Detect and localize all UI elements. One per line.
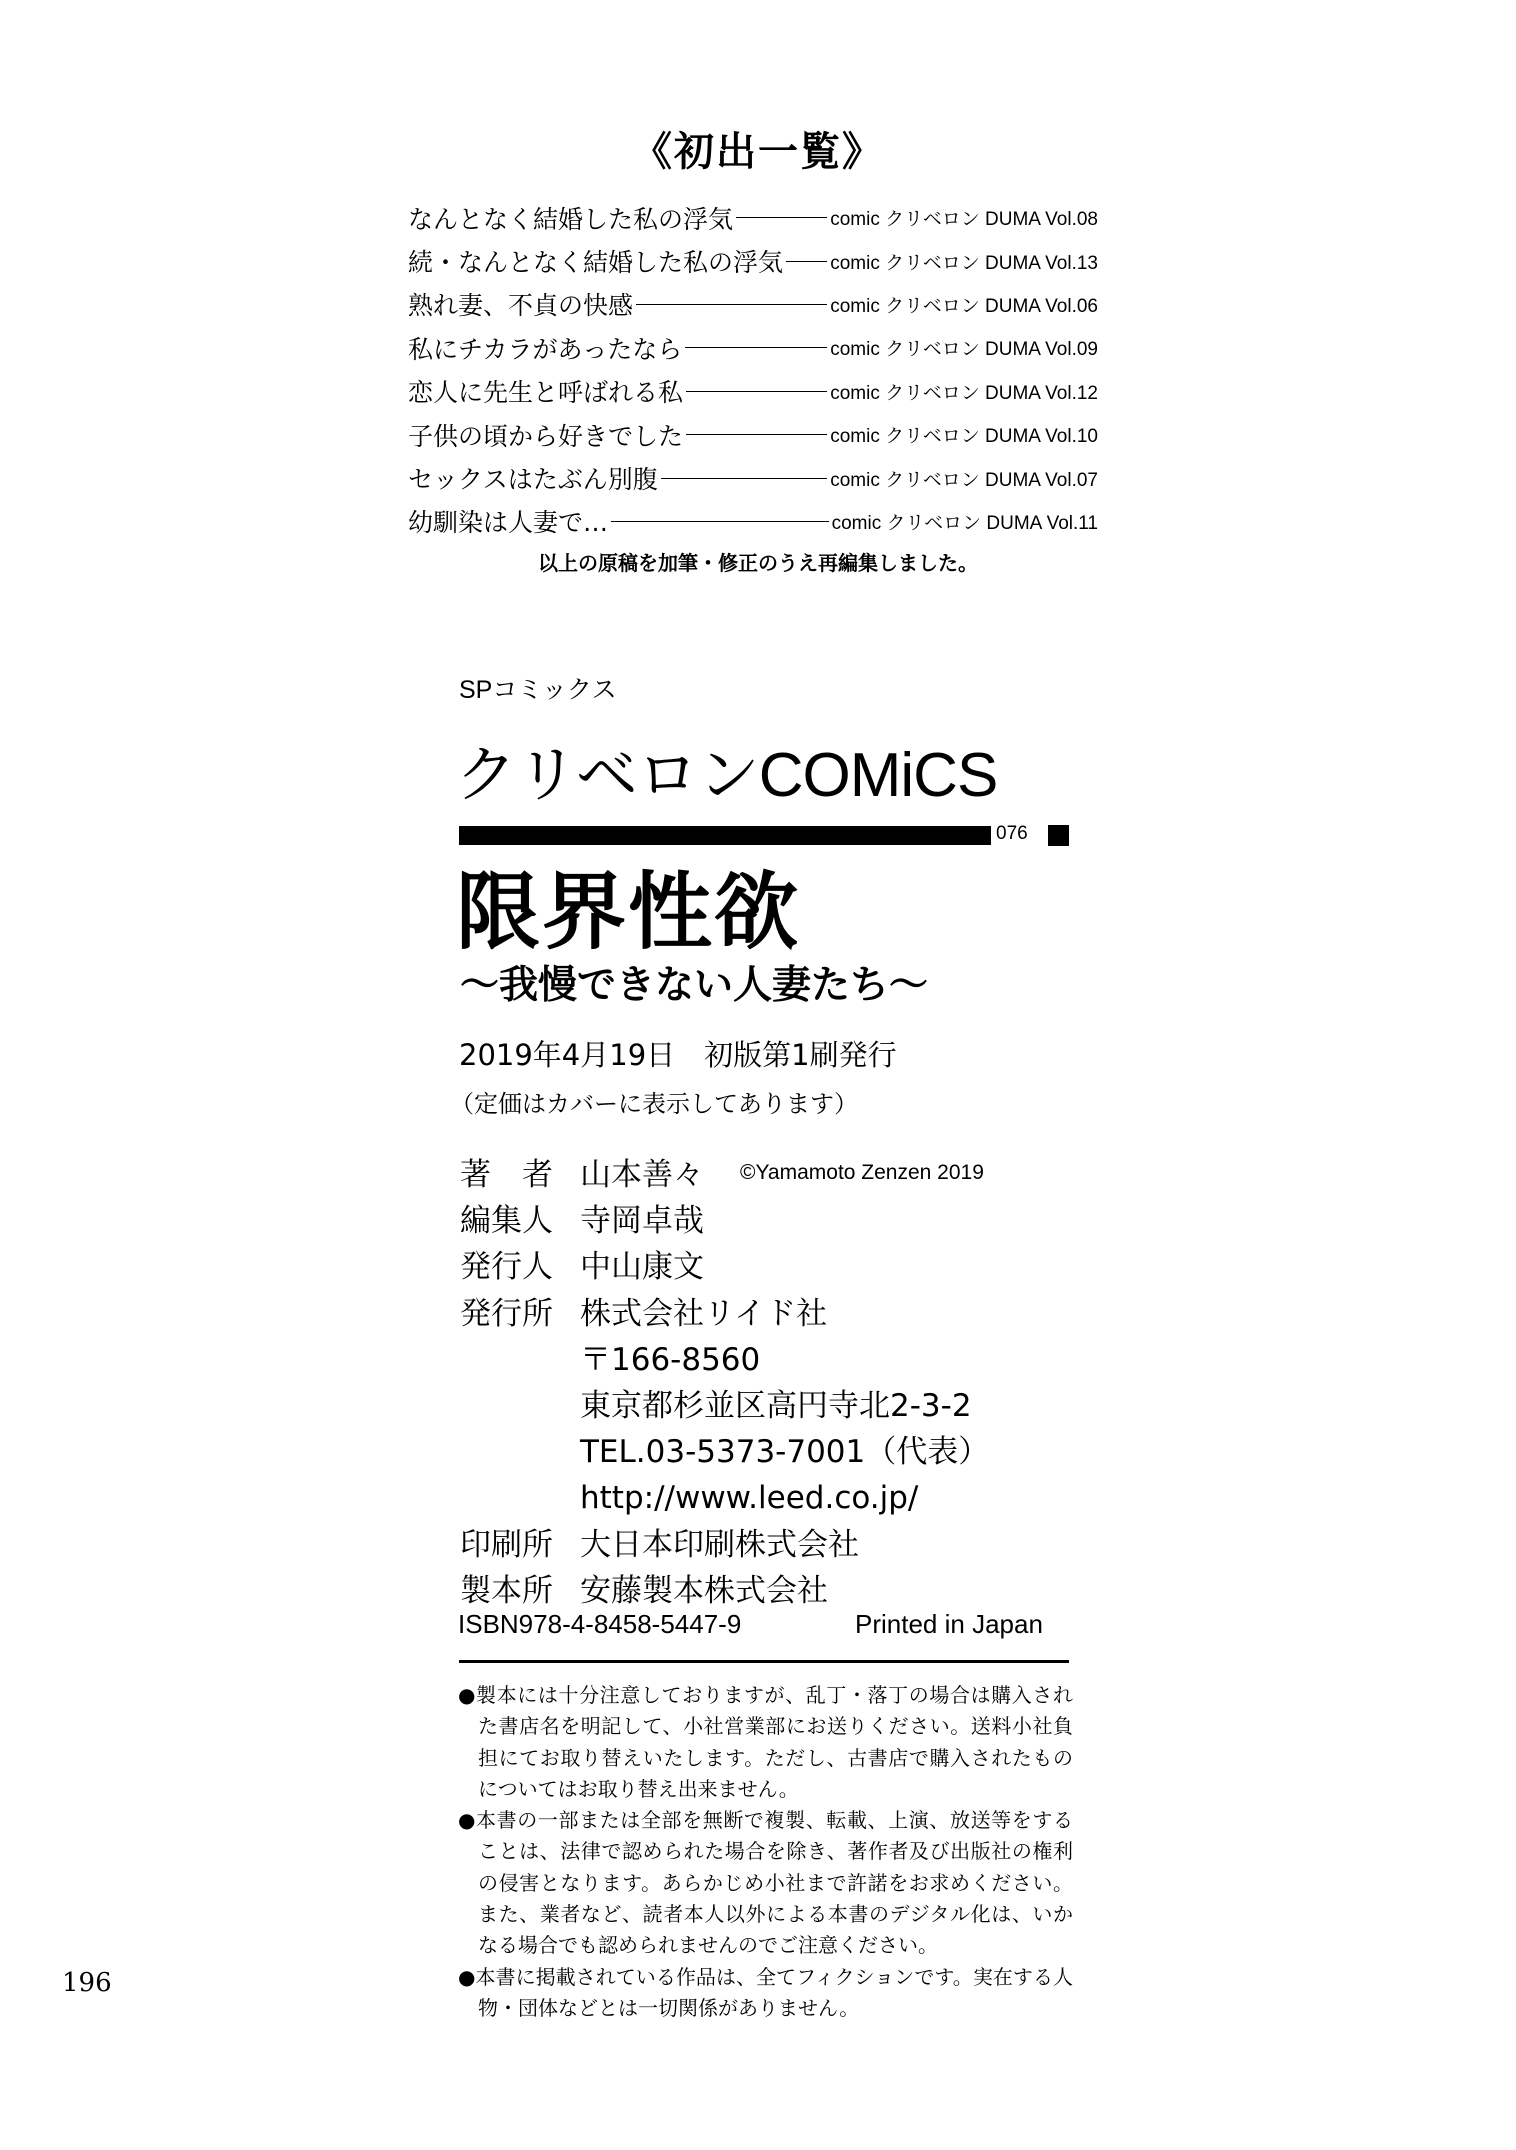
publication-date: 2019年4月19日 初版第1刷発行	[459, 1038, 897, 1072]
leader-line	[686, 434, 827, 435]
leader-line	[685, 347, 827, 348]
phone: TEL.03-5373-7001（代表）	[580, 1434, 990, 1470]
leader-line	[736, 217, 827, 218]
story-source: comic クリベロン DUMA Vol.09	[830, 339, 1098, 361]
label-name: SPコミックス	[459, 676, 617, 704]
leader-line	[636, 304, 827, 305]
address: 東京都杉並区高円寺北2-3-2	[580, 1388, 972, 1424]
credit-value: 寺岡卓哉	[580, 1203, 704, 1239]
story-title: 子供の頃から好きでした	[408, 421, 684, 451]
website: http://www.leed.co.jp/	[580, 1480, 919, 1516]
series-bar	[459, 826, 991, 845]
story-source: comic クリベロン DUMA Vol.12	[830, 382, 1098, 404]
credit-label: 印刷所	[460, 1527, 553, 1563]
story-title: なんとなく結婚した私の浮気	[408, 204, 734, 234]
series-name: クリベロンCOMiCS	[455, 741, 998, 810]
notice: ●製本には十分注意しておりますが、乱丁・落丁の場合は購入された書店名を明記して、小社営業部にお送りください。送料小社負担にてお取り替えいたします。ただし、古書店で購入されたものについてはお取り替え出来ません。	[458, 1683, 1073, 1801]
story-source: comic クリベロン DUMA Vol.06	[830, 295, 1098, 317]
first-appearance-title: 《初出一覧》	[632, 129, 884, 175]
edit-note: 以上の原稿を加筆・修正のうえ再編集しました。	[538, 551, 978, 575]
list-item	[408, 456, 1098, 499]
story-source: comic クリベロン DUMA Vol.13	[830, 252, 1098, 274]
postal-code: 〒166-8560	[580, 1342, 761, 1378]
divider	[459, 1660, 1069, 1663]
leader-line	[686, 391, 827, 392]
leader-line	[611, 521, 829, 522]
list-item	[408, 196, 1098, 239]
story-title: 続・なんとなく結婚した私の浮気	[408, 248, 784, 278]
series-number: 076	[996, 823, 1028, 844]
list-item	[408, 239, 1098, 282]
list-item	[408, 500, 1098, 543]
series-square	[1048, 825, 1069, 846]
list-item	[408, 326, 1098, 369]
notice: ●本書の一部または全部を無断で複製、転載、上演、放送等をすることは、法律で認められた場合を除き、著作者及び出版社の権利の侵害となります。あらかじめ小社まで許諾をお求めください。また、業者など、読者本人以外による本書のデジタル化は、いかなる場合でも認められませんのでご注意ください。	[458, 1808, 1073, 1958]
story-title: 私にチカラがあったなら	[408, 334, 683, 364]
credit-value: 株式会社リイド社	[580, 1296, 828, 1332]
story-source: comic クリベロン DUMA Vol.08	[830, 209, 1098, 231]
notice: ●本書に掲載されている作品は、全てフィクションです。実在する人物・団体などとは一切関係がありません。	[458, 1964, 1073, 2020]
story-title: 熟れ妻、不貞の快感	[408, 291, 634, 321]
story-title: 幼馴染は人妻で…	[408, 508, 609, 538]
credit-label: 著 者	[460, 1157, 553, 1193]
leader-line	[786, 261, 827, 262]
printed-in: Printed in Japan	[855, 1609, 1043, 1639]
book-subtitle: 〜我慢できない人妻たち〜	[460, 963, 929, 1008]
leader-line	[661, 478, 827, 479]
notices	[458, 1680, 1073, 2024]
story-source: comic クリベロン DUMA Vol.10	[830, 426, 1098, 448]
list-item	[408, 283, 1098, 326]
price-note: （定価はカバーに表示してあります）	[450, 1090, 858, 1118]
credit-value: 山本善々	[580, 1157, 704, 1193]
story-source: comic クリベロン DUMA Vol.07	[830, 469, 1098, 491]
credit-label: 製本所	[460, 1573, 553, 1609]
story-source: comic クリベロン DUMA Vol.11	[831, 512, 1098, 534]
list-item	[408, 370, 1098, 413]
book-title: 限界性欲	[456, 863, 801, 961]
story-title: セックスはたぶん別腹	[408, 465, 658, 495]
credit-value: 大日本印刷株式会社	[580, 1527, 859, 1563]
credit-label: 発行所	[460, 1296, 553, 1332]
isbn: ISBN978-4-8458-5447-9	[458, 1609, 742, 1639]
page-number: 196	[62, 1968, 112, 1998]
credit-label: 発行人	[460, 1249, 553, 1285]
first-appearance-list	[408, 196, 1098, 543]
credit-label: 編集人	[460, 1203, 553, 1239]
copyright: ©Yamamoto Zenzen 2019	[740, 1161, 984, 1184]
credit-value: 中山康文	[580, 1249, 704, 1285]
story-title: 恋人に先生と呼ばれる私	[408, 378, 684, 408]
credit-value: 安藤製本株式会社	[580, 1573, 828, 1609]
list-item	[408, 413, 1098, 456]
